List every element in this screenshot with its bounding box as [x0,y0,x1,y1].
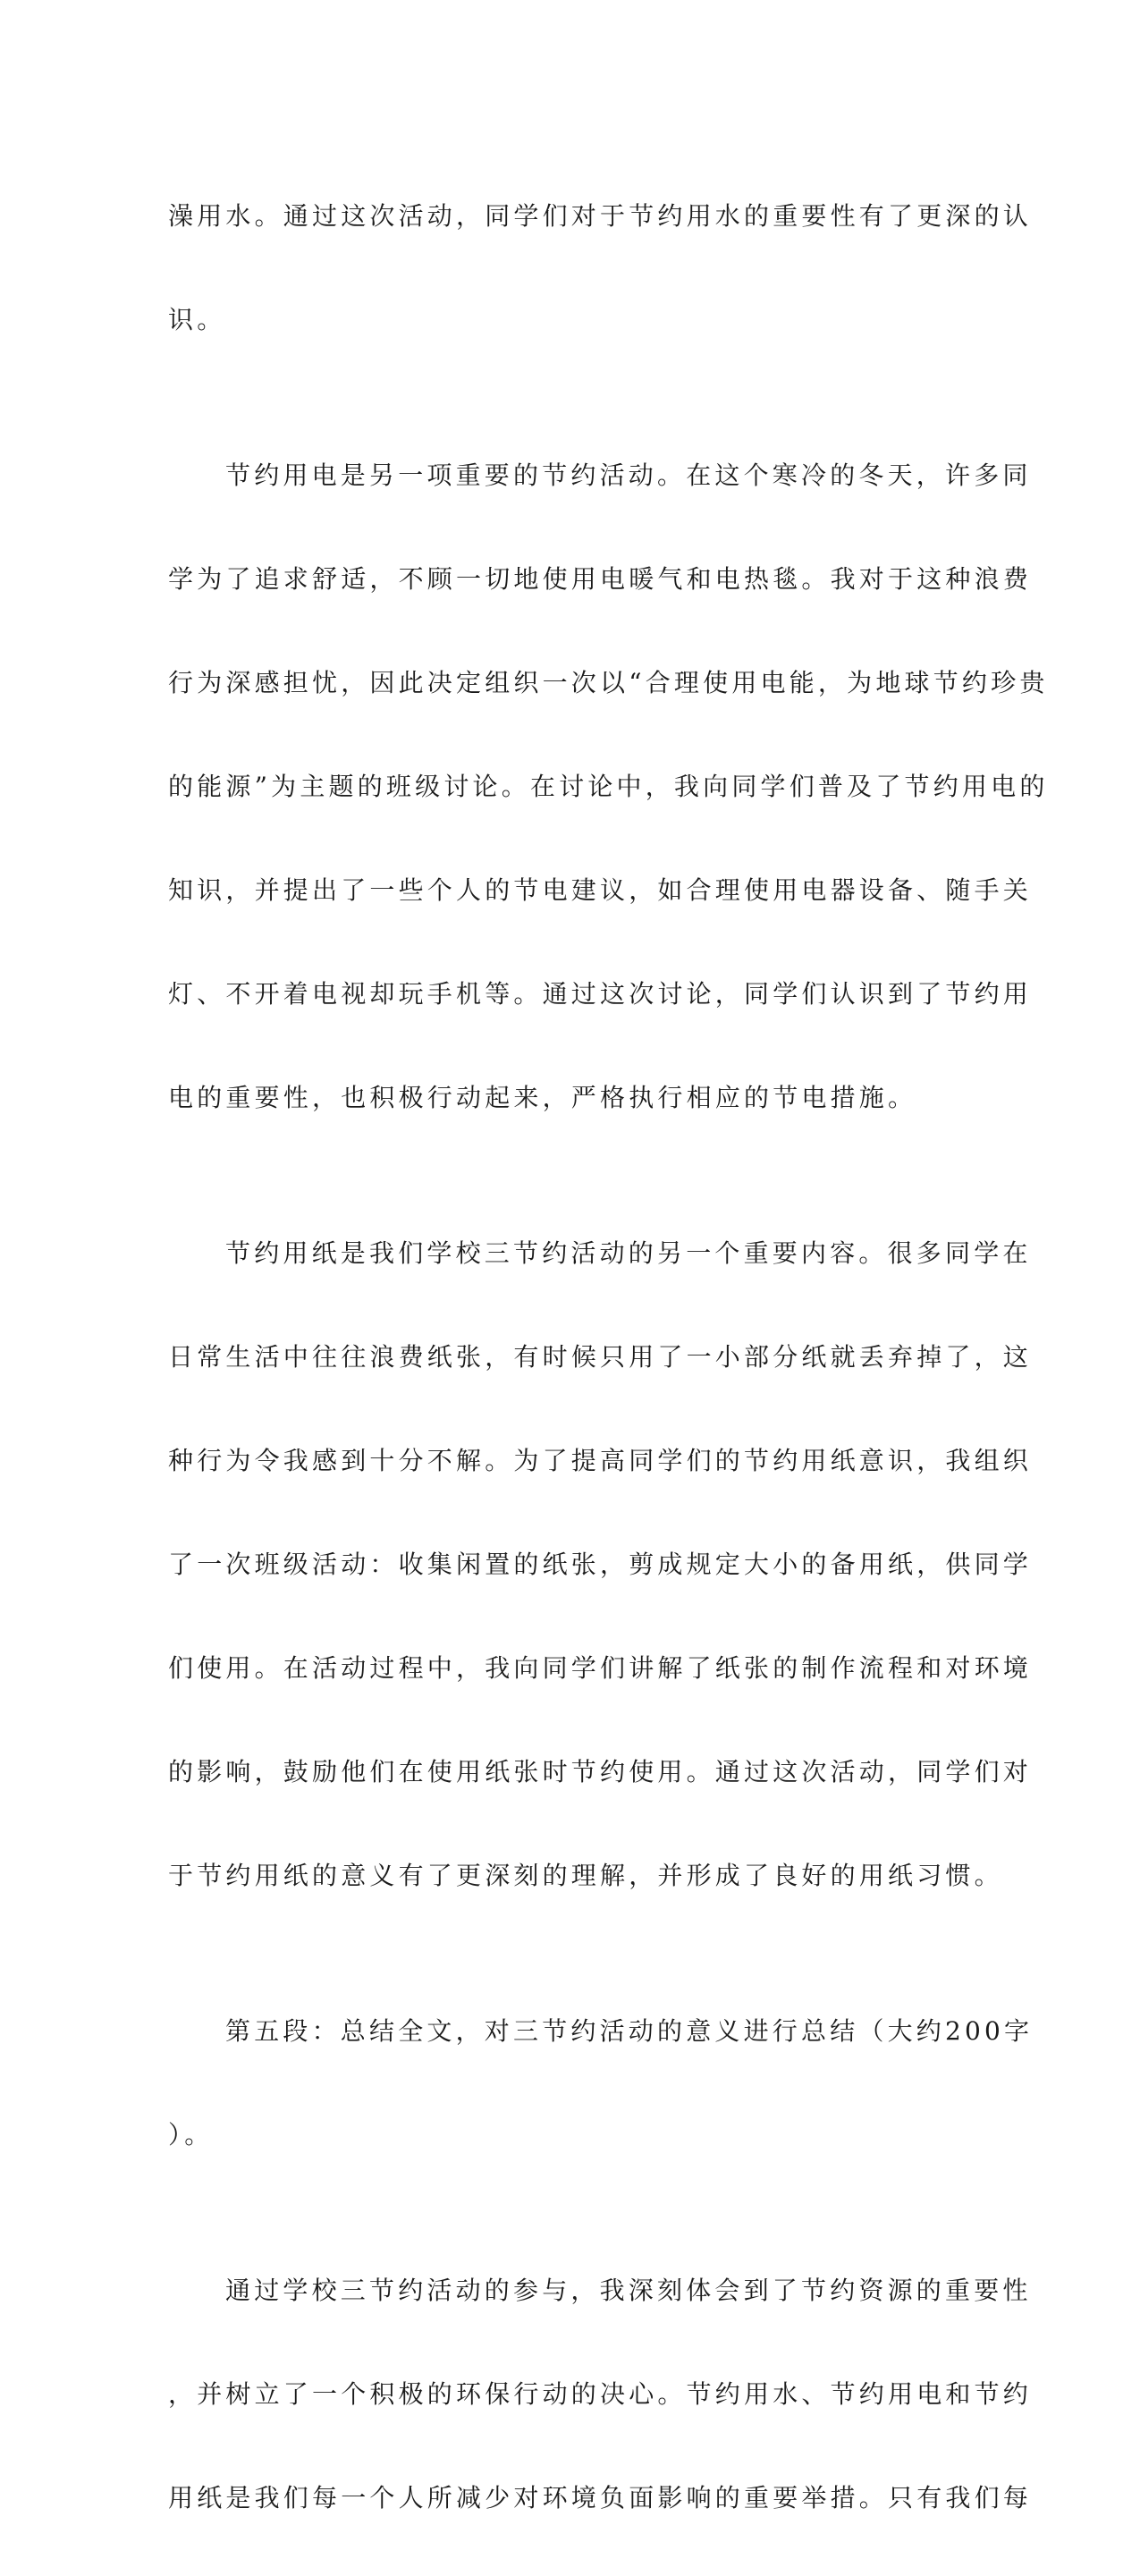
paragraph-5 [168,2213,1033,2576]
paragraph-2-line-3: 行为深感担忧，因此决定组织一次以“合理使用电能，为地球节约珍贵 [168,668,1049,697]
document-body [168,139,1049,2576]
paragraph-2-line-7: 电的重要性，也积极行动起来，严格执行相应的节电措施。 [168,1083,917,1112]
paragraph-3-line-3: 种行为令我感到十分不解。为了提高同学们的节约用纸意识，我组织 [168,1446,1033,1475]
paragraph-1 [168,139,1033,398]
paragraph-3-line-4: 了一次班级活动：收集闲置的纸张，剪成规定大小的备用纸，供同学 [168,1550,1033,1579]
paragraph-4-line-2: ）。 [168,2120,214,2149]
paragraph-4-line-1: 第五段：总结全文，对三节约活动的意义进行总结（大约200字 [225,2016,1034,2046]
paragraph-3-line-7: 于节约用纸的意义有了更深刻的理解，并形成了良好的用纸习惯。 [168,1861,1003,1890]
paragraph-5-line-1: 通过学校三节约活动的参与，我深刻体会到了节约资源的重要性 [225,2276,1032,2305]
paragraph-3-line-5: 们使用。在活动过程中，我向同学们讲解了纸张的制作流程和对环境 [168,1653,1033,1683]
paragraph-4-section-heading [168,1954,1034,2213]
paragraph-3 [168,1176,1033,1954]
paragraph-5-line-2: ，并树立了一个积极的环保行动的决心。节约用水、节约用电和节约 [168,2379,1033,2409]
paragraph-2-line-6: 灯、不开着电视却玩手机等。通过这次讨论，同学们认识到了节约用 [168,979,1033,1009]
paragraph-3-line-2: 日常生活中往往浪费纸张，有时候只用了一小部分纸就丢弃掉了，这 [168,1342,1033,1372]
paragraph-3-line-1: 节约用纸是我们学校三节约活动的另一个重要内容。很多同学在 [225,1238,1032,1268]
paragraph-2-line-4: 的能源”为主题的班级讨论。在讨论中，我向同学们普及了节约用电的 [168,772,1049,801]
paragraph-1-line-1: 澡用水。通过这次活动，同学们对于节约用水的重要性有了更深的认 [168,201,1033,231]
paragraph-2 [168,398,1049,1176]
paragraph-3-line-6: 的影响，鼓励他们在使用纸张时节约使用。通过这次活动，同学们对 [168,1757,1033,1786]
paragraph-2-line-1: 节约用电是另一项重要的节约活动。在这个寒冷的冬天，许多同 [225,460,1032,490]
paragraph-2-line-5: 知识，并提出了一些个人的节电建议，如合理使用电器设备、随手关 [168,875,1033,905]
paragraph-5-line-3: 用纸是我们每一个人所减少对环境负面影响的重要举措。只有我们每 [168,2483,1033,2513]
paragraph-2-line-2: 学为了追求舒适，不顾一切地使用电暖气和电热毯。我对于这种浪费 [168,564,1033,594]
paragraph-1-line-2: 识。 [168,305,226,334]
